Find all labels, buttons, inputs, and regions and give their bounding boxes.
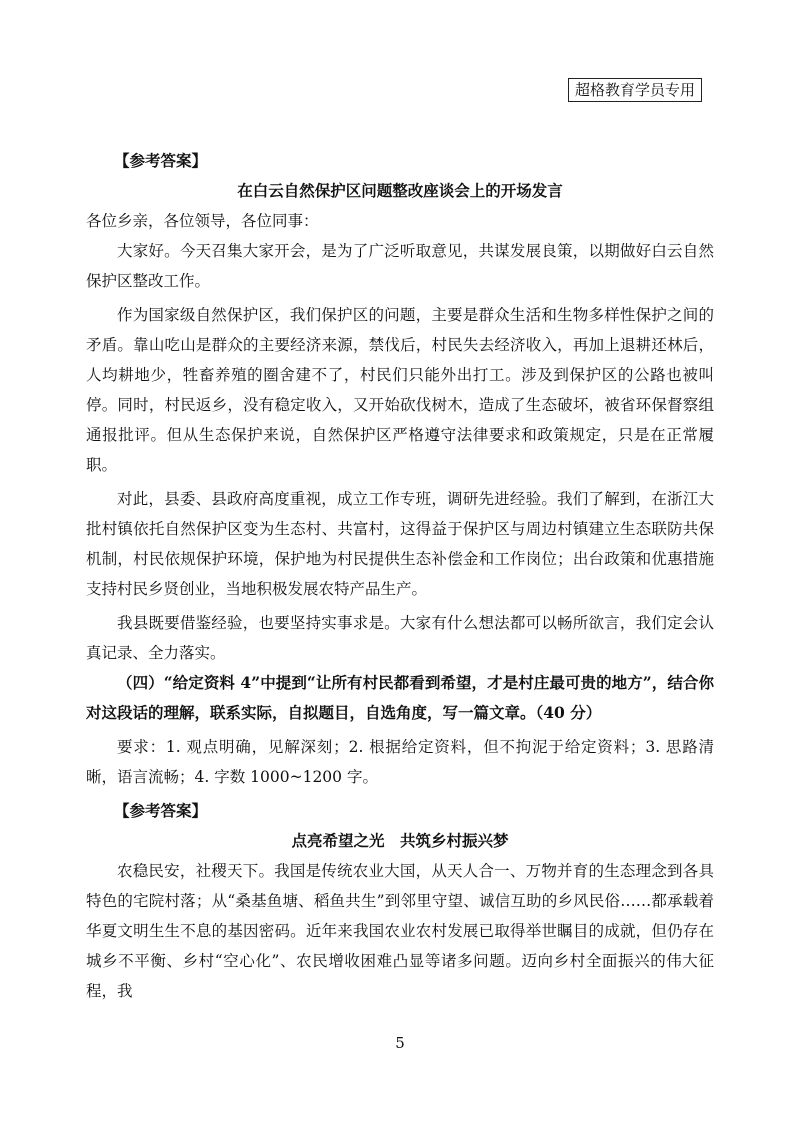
greeting: 各位乡亲，各位领导，各位同事： xyxy=(86,212,319,230)
body-paragraph: 作为国家级自然保护区，我们保护区的问题，主要是群众生活和生物多样性保护之间的矛盾。靠山吃山是群众的主要经济来源，禁伐后，村民失去经济收入，再加上退耕还林后，人均耕地少，牲畜养殖的圈舍建不了，村民们只能外出打工。涉及到保护区的公路也被叫停。同时，村民返乡，没有稳定收入，又开始砍伐树木，造成了生态破坏，被省环保督察组通报批评。但从生态保护来说，自然保护区严格遵守法律要求和政策规定，只是在正常履职。 xyxy=(86,306,714,474)
speech-title: 在白云自然保护区问题整改座谈会上的开场发言 xyxy=(237,181,563,200)
copyright-stamp: 超格教育学员专用 xyxy=(568,78,702,102)
body-paragraph: 大家好。今天召集大家开会，是为了广泛听取意见，共谋发展良策，以期做好白云自然保护区整改工作。 xyxy=(86,242,714,290)
body-paragraph: 对此，县委、县政府高度重视，成立工作专班，调研先进经验。我们了解到，在浙江大批村镇依托自然保护区变为生态村、共富村，这得益于保护区与周边村镇建立生态联防共保机制，村民依规保护环境，保护地为村民提供生态补偿金和工作岗位；出台政策和优惠措施支持村民乡贤创业，当地积极发展农特产品生产。 xyxy=(86,490,714,598)
body-paragraph: 我县既要借鉴经验，也要坚持实事求是。大家有什么想法都可以畅所欲言，我们定会认真记录、全力落实。 xyxy=(86,614,714,662)
essay-paragraph: 农稳民安，社稷天下。我国是传统农业大国，从天人合一、万物并育的生态理念到各具特色的宅院村落；从“桑基鱼塘、稻鱼共生”到邻里守望、诚信互助的乡风民俗……都承载着华夏文明生生不息的基因密码。近年来我国农业农村发展已取得举世瞩目的成就，但仍存在城乡不平衡、乡村“空心化”、农民增收困难凸显等诸多问题。迈向乡村全面振兴的伟大征程，我 xyxy=(86,862,714,1000)
question-text: （四）“给定资料 4”中提到“让所有村民都看到希望，才是村庄最可贵的地方”，结合你对这段话的理解，联系实际，自拟题目，自选角度，写一篇文章。（40 分） xyxy=(86,673,714,722)
page-number: 5 xyxy=(395,1034,405,1052)
essay-title: 点亮希望之光 共筑乡村振兴梦 xyxy=(291,831,509,850)
page-content xyxy=(86,146,714,1006)
requirements-text: 要求：1. 观点明确，见解深刻；2. 根据给定资料，但不拘泥于给定资料；3. 思路清晰，语言流畅；4. 字数 1000~1200 字。 xyxy=(86,738,714,786)
answer-label: 【参考答案】 xyxy=(114,801,208,820)
answer-label: 【参考答案】 xyxy=(114,151,208,170)
